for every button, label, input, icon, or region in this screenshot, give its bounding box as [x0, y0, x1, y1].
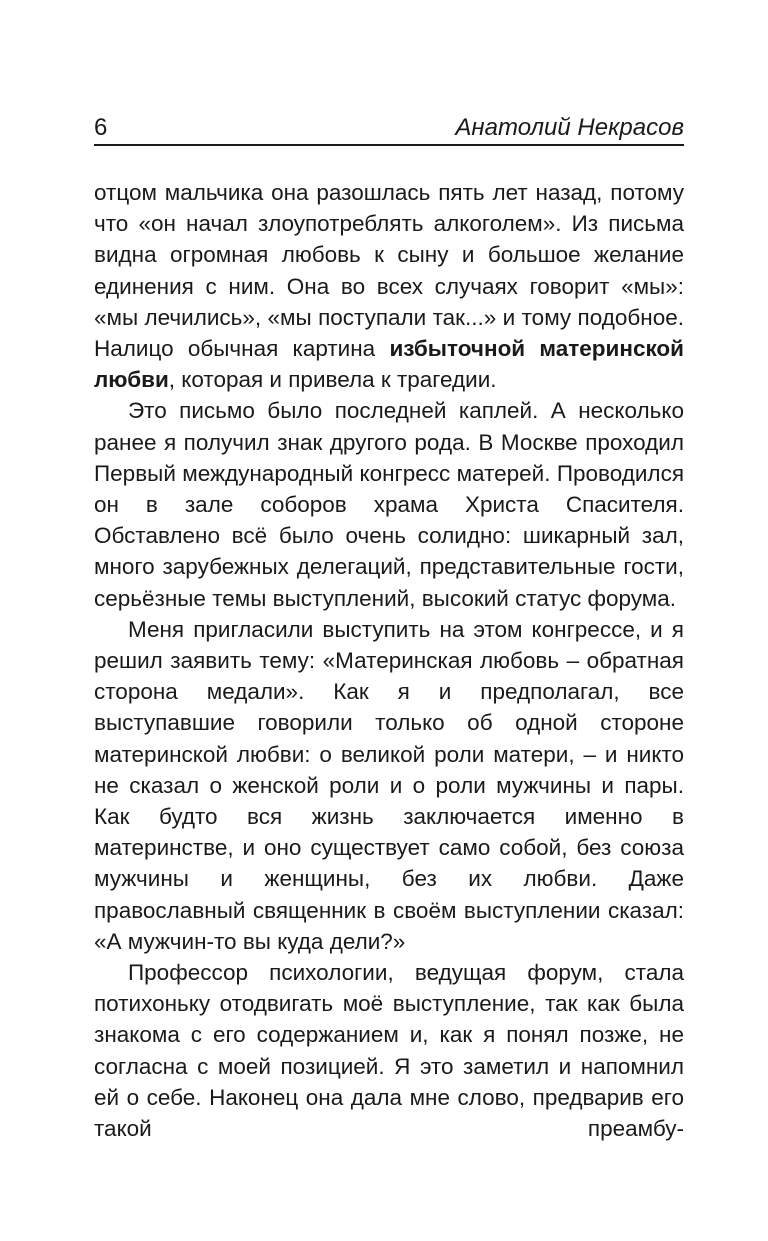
paragraph-1-text-start: отцом мальчика она разошлась пять лет назад, потому что «он начал злоупотреблять алкоголем». Из письма видна огромная любовь к сыну и большое желание единения с ним. Она во всех случаях говорит «мы»: «мы лечились», «мы поступали так...» и тому подобное. Налицо обычная картина	[94, 180, 684, 362]
paragraph-3: Меня пригласили выступить на этом конгрессе, и я решил заявить тему: «Материнская любовь – обратная сторона медали». Как я и предполагал, все выступавшие говорили только об одной стороне материнской любви: о великой роли матери, – и никто не сказал о женской роли и о роли мужчины и пары. Как будто вся жизнь заключается именно в материнстве, и оно существует само собой, без союза мужчины и женщины, без их любви. Даже православный священник в своём выступлении сказал: «А мужчин-то вы куда дели?»	[94, 616, 684, 954]
body-text	[94, 177, 684, 1144]
paragraph-4: Профессор психологии, ведущая форум, стала потихоньку отодвигать моё выступление, так как была знакома с его содержанием и, как я понял позже, не согласна с моей позицией. Я это заметил и напомнил ей о себе. Наконец она дала мне слово, предварив его такой преамбу-	[94, 960, 684, 1142]
paragraph-1-text-end: , которая и привела к трагедии.	[168, 367, 497, 393]
paragraph-1	[94, 177, 684, 395]
running-head	[94, 104, 684, 146]
running-title: Анатолий Некрасов	[455, 114, 684, 141]
page-number: 6	[94, 114, 108, 141]
paragraph-2: Это письмо было последней каплей. А несколько ранее я получил знак другого рода. В Москве проходил Первый международный конгресс матерей. Проводился он в зале соборов храма Христа Спасителя. Обставлено всё было очень солидно: шикарный зал, много зарубежных делегаций, представительные гости, серьёзные темы выступлений, высокий статус форума.	[94, 398, 684, 611]
emphasized-phrase: избыточной материнской любви	[94, 336, 684, 393]
